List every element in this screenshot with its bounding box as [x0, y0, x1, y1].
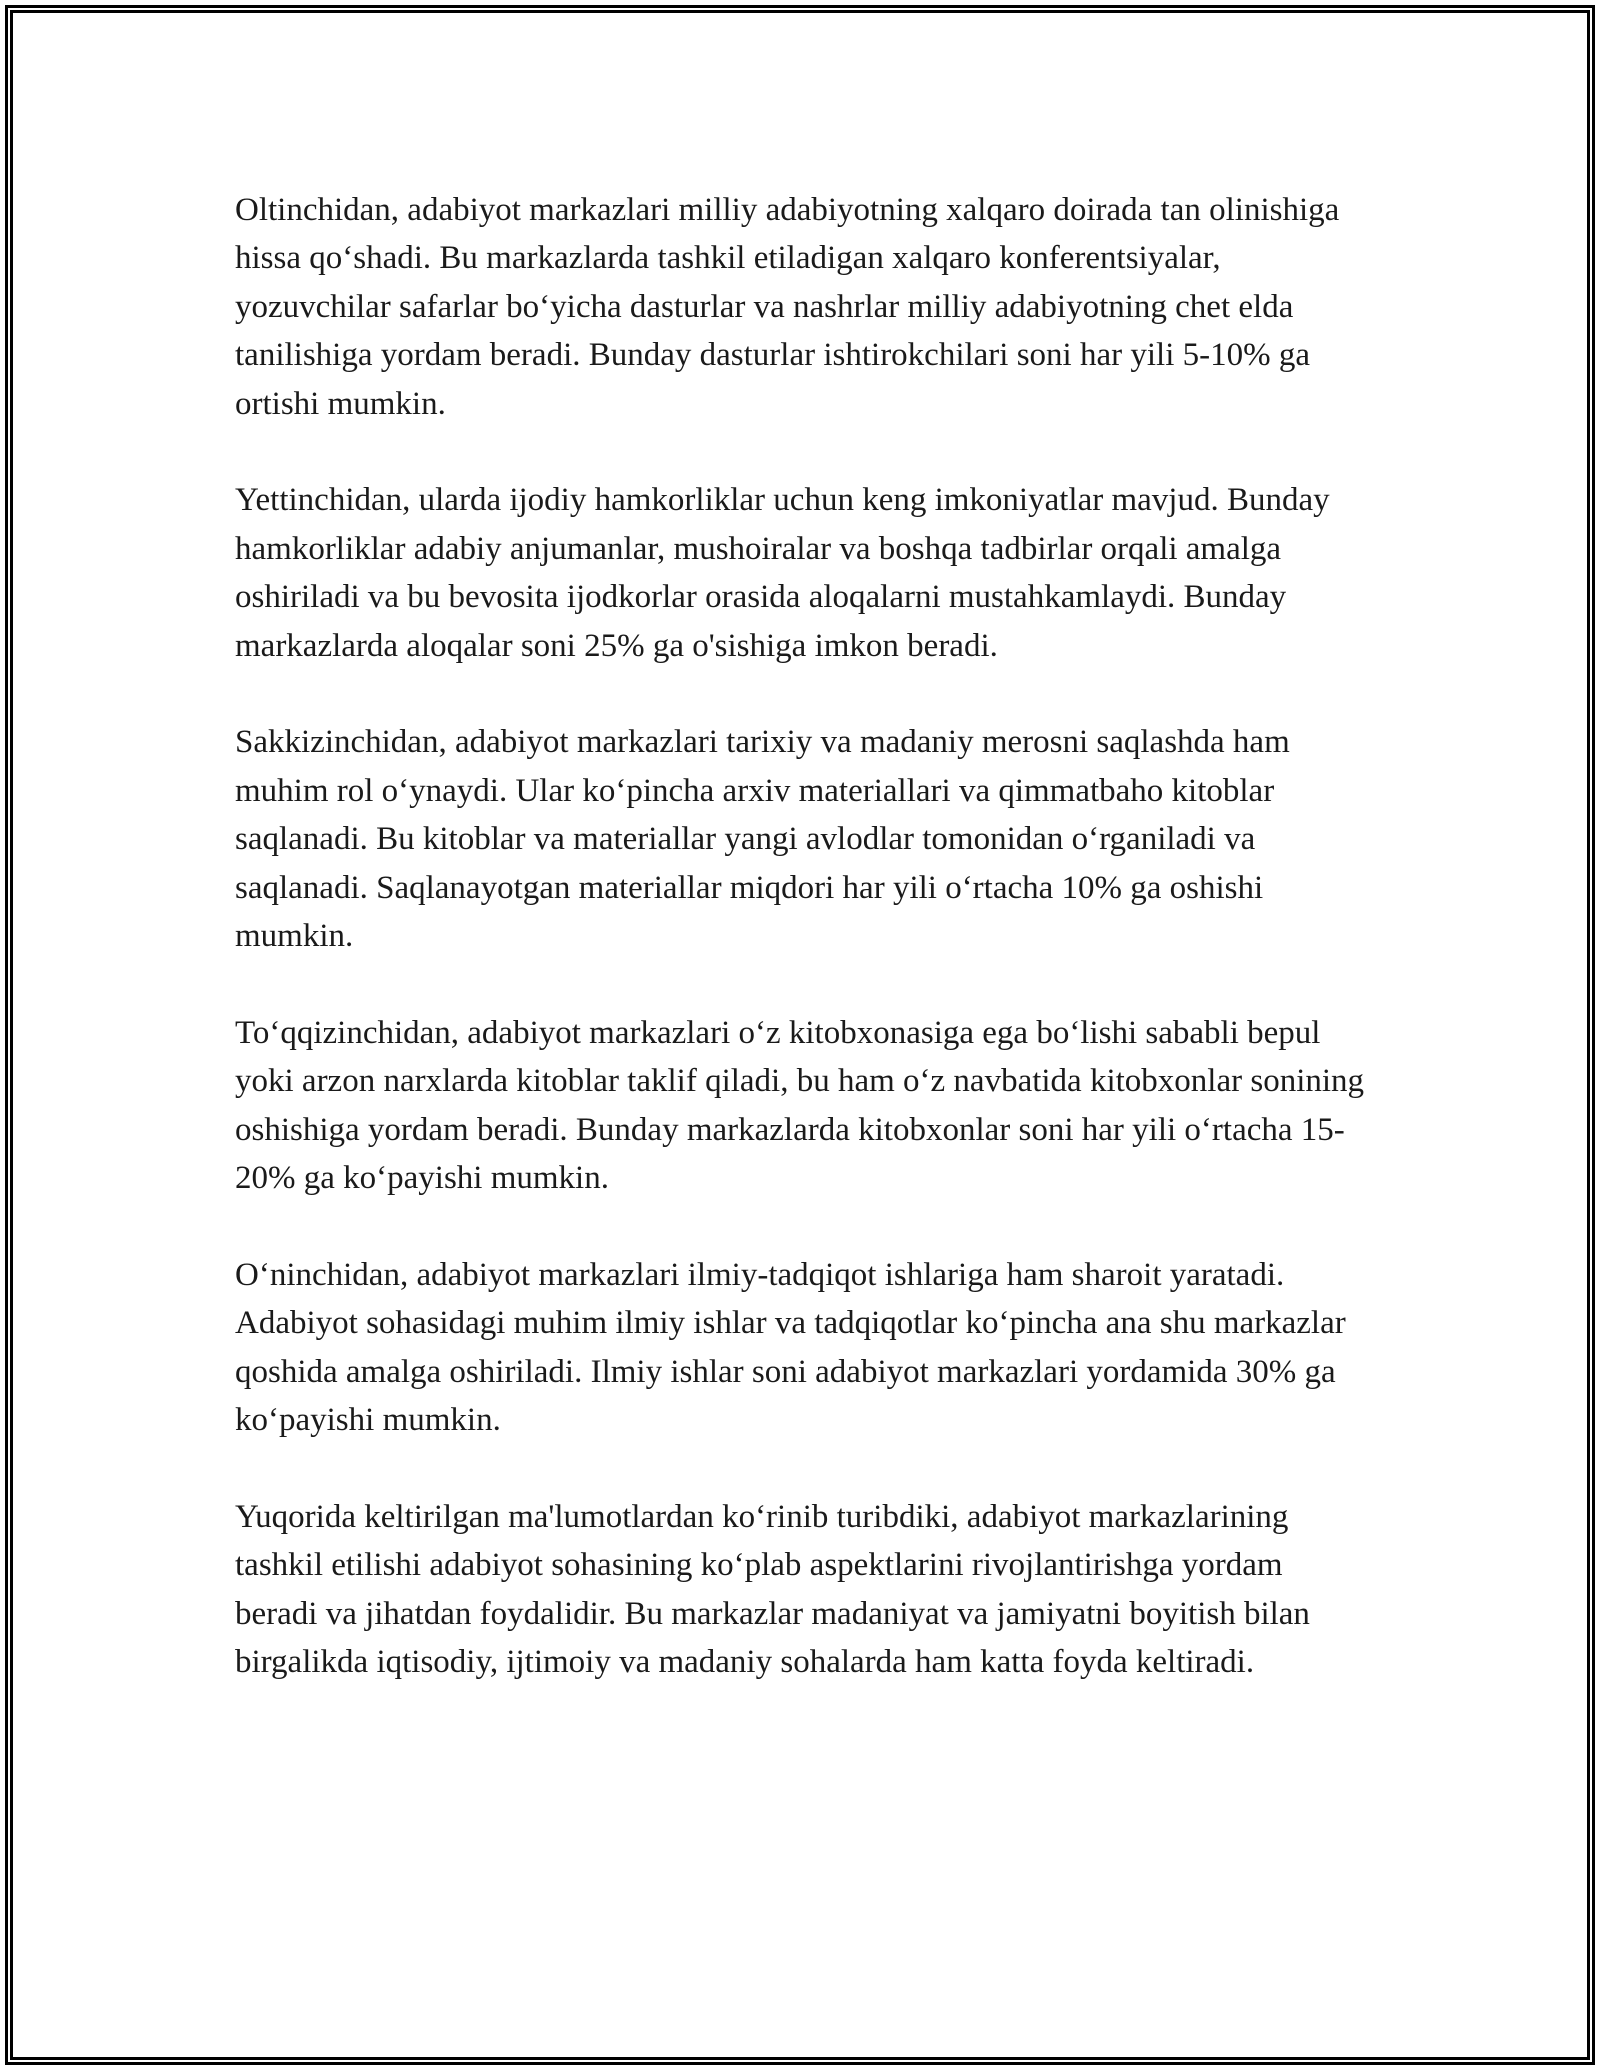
paragraph-eighth: Sakkizinchidan, adabiyot markazlari tarixiy va madaniy merosni saqlashda ham muhim rol o‘ynaydi. Ular ko‘pincha arxiv materiallari va qimmatbaho kitoblar saqlanadi. Bu kitoblar va materiallar yangi avlodlar tomonidan o‘rganiladi va saqlanadi. Saqlanayotgan materiallar miqdori har yili o‘rtacha 10% ga oshishi mumkin.	[235, 724, 1290, 955]
document-body	[235, 186, 1365, 1687]
paragraph-tenth: O‘ninchidan, adabiyot markazlari ilmiy-tadqiqot ishlariga ham sharoit yaratadi. Adabiyot sohasidagi muhim ilmiy ishlar va tadqiqotlar ko‘pincha ana shu markazlar qoshida amalga oshiriladi. Ilmiy ishlar soni adabiyot markazlari yordamida 30% ga ko‘payishi mumkin.	[235, 1256, 1346, 1439]
paragraph-sixth: Oltinchidan, adabiyot markazlari milliy adabiyotning xalqaro doirada tan olinishiga hissa qo‘shadi. Bu markazlarda tashkil etiladigan xalqaro konferentsiyalar, yozuvchilar safarlar bo‘yicha dasturlar va nashrlar milliy adabiyotning chet elda tanilishiga yordam beradi. Bunday dasturlar ishtirokchilari soni har yili 5-10% ga ortishi mumkin.	[235, 192, 1340, 422]
paragraph-seventh: Yettinchidan, ularda ijodiy hamkorliklar uchun keng imkoniyatlar mavjud. Bunday hamkorliklar adabiy anjumanlar, mushoiralar va boshqa tadbirlar orqali amalga oshiriladi va bu bevosita ijodkorlar orasida aloqalarni mustahkamlaydi. Bunday markazlarda aloqalar soni 25% ga o'sishiga imkon beradi.	[235, 482, 1330, 664]
paragraph-ninth: To‘qqizinchidan, adabiyot markazlari o‘z kitobxonasiga ega bo‘lishi sababli bepul yoki arzon narxlarda kitoblar taklif qiladi, bu ham o‘z navbatida kitobxonlar sonining oshishiga yordam beradi. Bunday markazlarda kitobxonlar soni har yili o‘rtacha 15-20% ga ko‘payishi mumkin.	[235, 1014, 1365, 1197]
paragraph-conclusion: Yuqorida keltirilgan ma'lumotlardan ko‘rinib turibdiki, adabiyot markazlarining tashkil etilishi adabiyot sohasining ko‘plab aspektlarini rivojlantirishga yordam beradi va jihatdan foydalidir. Bu markazlar madaniyat va jamiyatni boyitish bilan birgalikda iqtisodiy, ijtimoiy va madaniy sohalarda ham katta foyda keltiradi.	[235, 1498, 1310, 1681]
